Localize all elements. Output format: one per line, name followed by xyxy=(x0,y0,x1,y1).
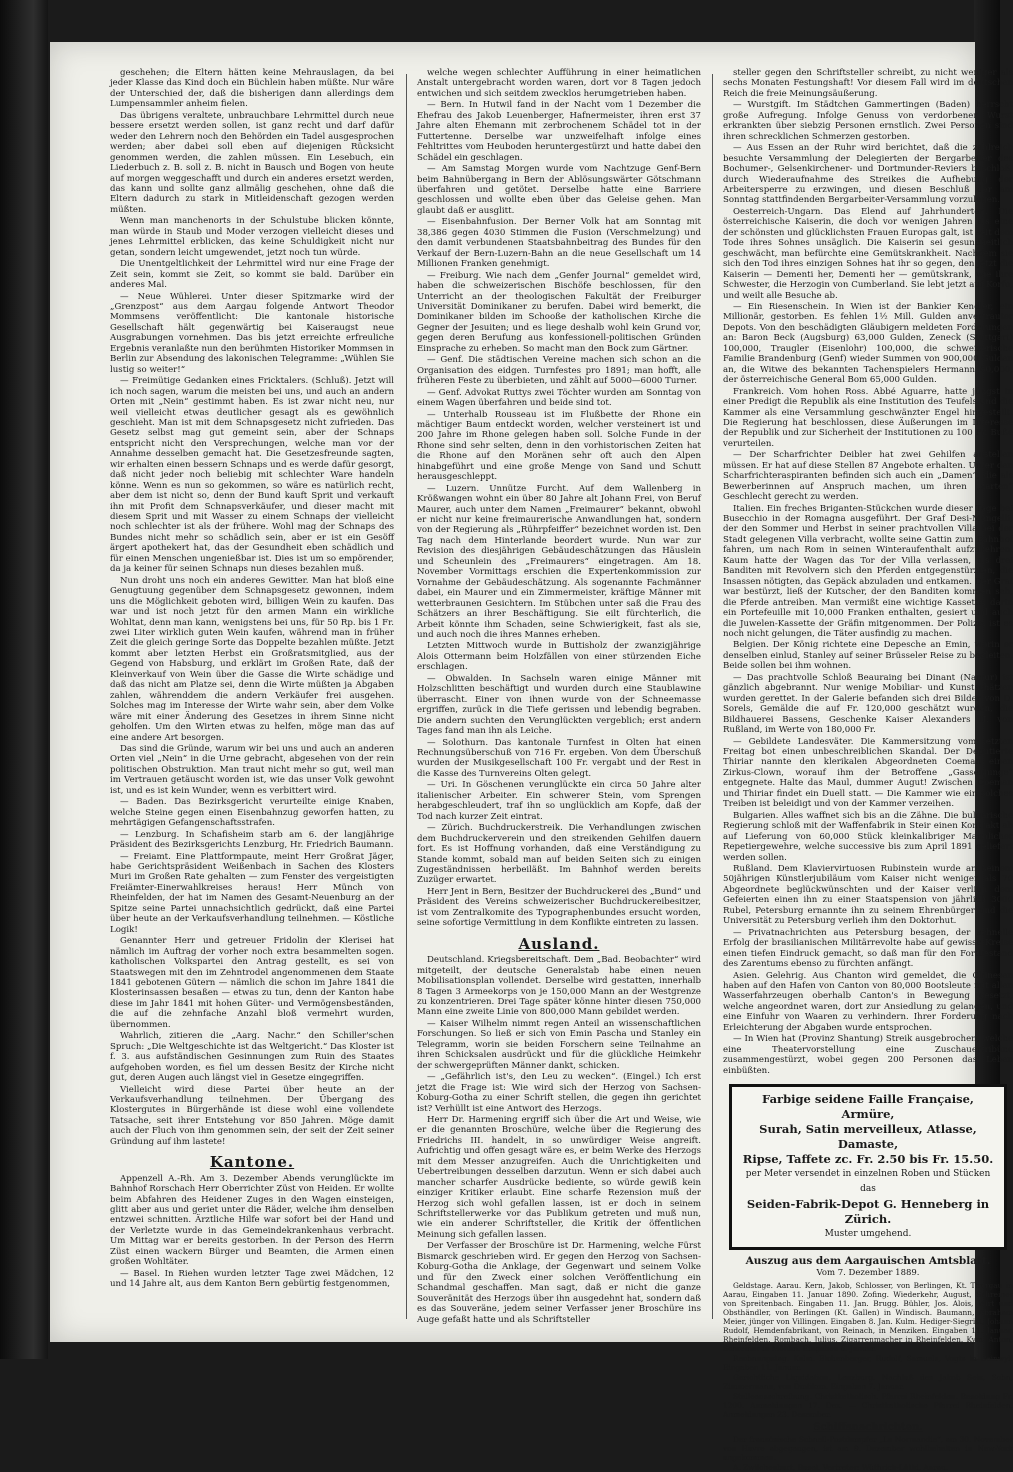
article-paragraph: Letzten Mittwoch wurde in Buttisholz der zwanzigjährige Alois Ottermann beim Holzfällen von einer stürzenden Eiche erschlagen. xyxy=(417,641,701,673)
article-paragraph: — Obwalden. In Sachseln waren einige Männer mit Holzschlitten beschäftigt und wurden durch eine Staublawine überrascht. Einer von ihnen wurde von der Schneemasse ergriffen, zurück in die Tiefe gerissen und lebendig begraben. Die andern suchten den Verunglückten vergeblich; erst andern Tages fand man ihn als Leiche. xyxy=(417,673,701,737)
article-paragraph: — Kaiser Wilhelm nimmt regen Anteil an wissenschaftlichen Forschungen. So ließ er sich von Emin Pascha und Stanley ein Telegramm, worin sie beiden Forschern seine Teilnahme an ihren Schicksalen ausdrückt und für die glückliche Heimkehr der schwergeprüften Männer dankt, schicken. xyxy=(417,1018,701,1071)
article-paragraph: — Solothurn. Das kantonale Turnfest in Olten hat einen Rechnungsüberschuß von 716 Fr. ergeben. Von dem Überschuß wurden der Musikgesellschaft 100 Fr. vergabt und der Rest in die Kasse des Turnvereins Olten gelegt. xyxy=(417,737,701,779)
article-paragraph: Italien. Ein freches Briganten-Stückchen wurde dieser Tage bei Busecchio in der Romagna ausgeführt. Der Graf Desi-Mangelli, der den Sommer und Herbst in seiner prachtvollen Villa bei der Stadt gelegenen Villa verbracht, wollte seine Gattin zum Bahnhof fahren, um nach Rom in seinen Winteraufenthalt aufzukehren. Kaum hatte der Wagen das Tor der Villa verlassen, als drei Banditen mit Revolvern sich den Pferden entgegenstürzten, die Insassen nötigten, das Gepäck abzuladen und entkamen. Der Graf war bestürzt, ließ der Kutscher, der den Banditen kommen sah, die Pferde antreiben. Man vermißt eine wichtige Kassette, darin ein Portefeuille mit 10,000 Franken enthalten, gesiert und auch die Juwelen-Kassette der Gräfin mitgenommen. Der Polizei ist es noch nicht gelungen, die Täter ausfindig zu machen. xyxy=(723,503,1013,640)
article-paragraph: Appenzell A.-Rh. Am 3. Dezember Abends verunglückte im Bahnhof Rorschach Herr Oberrichter Züst von Heiden. Er wollte beim Abfahren des Heidener Zuges in den Wagen einsteigen, glitt aber aus und geriet unter die Räder, welche ihm denselben entzwei schnitten. Ärztliche Hilfe war sofort bei der Hand und der Verletzte wurde in das Gemeindekrankenhaus verbracht. Um Mittag war er bereits gestorben. In der Person des Herrn Züst einen wackern Bürger und Beamten, die Armen einen großen Wohltäter. xyxy=(110,1173,394,1268)
article-paragraph: Wenn man manchenorts in der Schulstube blicken könnte, man würde in Staub und Moder verzogen vielleicht dieses und jenes Lehrmittel erblicken, das keine Schuldigkeit nicht nur getan, sondern leicht umgewendet, jetzt noch tun würde. xyxy=(110,216,394,258)
shipping-news-agent: A. Zwilchenbart, Basel. Vertreter: Wüthrich-Lüthi, Aarau. xyxy=(733,1463,949,1472)
article-paragraph: — Freimütige Gedanken eines Fricktalers. (Schluß). Jetzt will ich noch sagen, warum die meisten bei uns, und auch an andern Orten mit „Nein“ gestimmt haben. Es ist zwar nicht neu, nur weil vielleicht etwas deutlicher gesagt als es gewöhnlich geschieht. Man ist mit dem Schnapsgesetz nicht zufrieden. Das Gesetz selbst mag gut gemeint sein, aber der Schnaps entspricht nicht den Versprechungen, welche man vor der Annahme desselben gemacht hat. Die Gesetzesfreunde sagten, wir erhalten einen bessern Schnaps und es werde dafür gesorgt, daß nicht jeder noch beliebig mit schlechter Ware handeln könne. Wenn es nun so gekommen, so wäre es natürlich recht, aber dem ist nicht so, denn der Bund kauft Sprit und verkauft ihn mit Profit dem Schnapsverkäufer, und dieser macht mit diesem Sprit und mit Wasser zu einem Schnaps der vielleicht noch schlechter ist als der frühere. Wohl mag der Schnaps des Bundes nicht mehr so schädlich sein, aber er ist ein Gesöff ärgert apothekert hat, das der Gesundheit eben schädlich und für einen Menschen ungenießbar ist. Dies ist um so empörender, da ja keiner für seinen Schnaps nun dieses bezahlen muß. xyxy=(110,376,394,575)
ad-line: Muster umgehend. xyxy=(824,1229,912,1240)
scan-border-left xyxy=(0,0,48,1359)
section-heading: Ausland. xyxy=(518,934,600,953)
article-paragraph: — Neue Wühlerei. Unter dieser Spitzmarke wird der „Grenzpost“ aus dem Aargau folgende Antwort Theodor Mommsens veröffentlicht: Die kantonale historische Gesellschaft hält gegenwärtig bei Kaiseraugst neue Ausgrabungen vornehmen. Das bis jetzt erreichte erfreuliche Ergebnis veranlaßte nun den berühmten Historiker Mommsen in Berlin zur Absendung des lakonischen Telegramme: „Wühlen Sie lustig so weiter!“ xyxy=(110,291,394,375)
article-paragraph: Das sind die Gründe, warum wir bei uns und auch an anderen Orten viel „Nein“ in die Urne gebracht, abgesehen von der rein politischen Obstruktion. Man traut nicht mehr so gut, weil man im Vertrauen getäuscht worden ist, wie das unser Volk gewohnt ist, und es ist kein Wunder, wenn es verbittert wird. xyxy=(110,744,394,796)
article-paragraph: — Der Scharfrichter Deibler hat zwei Gehilfen anstellen müssen. Er hat auf diese Stellen 87 Angebote erhalten. Unter den Scharfrichteraspiranten befinden sich auch ein „Damen“, die als Bewerberinnen auf Anspruch machen, um ihren „zarten“ Geschlecht gerecht zu werden. xyxy=(723,450,1013,503)
article-paragraph: — In Wien hat (Provinz Shantung) Streik ausgebrochen, welche eine Theatervorstellung eine Zuschauertribüne zusammengestürzt, wobei gegen 200 Personen das Leben einbüßten. xyxy=(723,1034,1013,1076)
column-rule xyxy=(712,74,713,1319)
ad-line: Farbige seidene Faille Française, Armüre, xyxy=(762,1092,974,1122)
article-paragraph: Bulgarien. Alles waffnet sich bis an die Zähne. Die bulgarische Regierung schloß mit der Waffenfabrik in Steir einen Kontrakt ab auf Lieferung von 60,000 Stück kleinkalibriger Mannlicher Repetiergewehre, welche successive bis zum April 1891 geliefert werden sollen. xyxy=(723,810,1013,863)
ad-line: per Meter versendet in einzelnen Roben und Stücken das xyxy=(745,1169,991,1195)
article-paragraph: — Genf. Advokat Ruttys zwei Töchter wurden am Sonntag von einem Wagen überfahren und beide sind tot. xyxy=(417,387,701,409)
article-paragraph: Frankreich. Vom hohen Ross. Abbé Aguarre, hatte jüngst in einer Predigt die Republik als eine Institution des Teufels und die Kammer als eine Versammlung geschwänzter Engel hingestellt. Die Regierung hat beschlossen, diese Äußerungen im Interesse der Republik und zur Sicherheit der Institutionen zu 100 Fr. Buße verurteilen. xyxy=(723,386,1013,449)
article-paragraph: steller gegen den Schriftsteller schreibt, zu nicht weniger als sechs Monaten Festungshaft! Vor diesem Fall wird im deutschen Reich die freie Meinungsäußerung. xyxy=(723,68,1013,99)
article-paragraph: Der Verfasser der Broschüre ist Dr. Harmening, welche Fürst Bismarck geschrieben wird. Er gegen den Herzog von Sachsen-Koburg-Gotha die Anklage, der Gegenwart und seinem Volke und für den Zweck einer solchen Veröffentlichung ein Schandmal geschaffen. Man sagt, daß er nicht die ganze Souveränität des Herzogs über ihn ausgedehnt hat, sondern daß es das Souveräne, jedem seiner Verfasser jener Broschüre ins Auge gefaßt hatte und als Schriftsteller xyxy=(417,1241,701,1325)
column-right-articles xyxy=(723,68,1013,1076)
official-gazette-title: Auszug aus dem Aargauischen Amtsblatt. xyxy=(745,1255,991,1268)
article-paragraph: Die Unentgeltlichkeit der Lehrmittel wird nur eine Frage der Zeit sein, kommt sie Zeit, so kommt sie bald. Darüber ein anderes Mal. xyxy=(110,259,394,291)
article-paragraph: — Genf. Die städtischen Vereine machen sich schon an die Organisation des eidgen. Turnfestes pro 1891; man hofft, alle früheren Feste zu überbieten, und zählt auf 5000—6000 Turner. xyxy=(417,355,701,387)
article-paragraph: Nun droht uns noch ein anderes Gewitter. Man hat bloß eine Genugtuung gegenüber dem Schnapsgesetz gewonnen, indem uns die Möglichkeit geboten wird, billigen Wein zu kaufen. Das war und ist noch jetzt für den armen Mann ein wirkliche Wohltat, denn man kann, wenigstens bei uns, für 50 Rp. bis 1 Fr. zwei Liter wirklich guten Wein kaufen, während man in früher Zeit die gleich geringe Sorte das Doppelte bezahlen müßte. Jetzt kommt aber letzten Herbst ein Großratsmitglied, aus der Gegend von Habsburg, und erklärt im Großen Rate, daß der Kleinverkauf von Wein über die Gasse die Wirte schädige und daß das nicht am Platze sei, denn die Wirte müßten ja Abgaben zahlen, währenddem die andern Verkäufer frei ausgehen. Solches mag im Interesse der Wirte wahr sein, aber dem Volke wäre mit einer Änderung des Gesetzes in ihrem Sinne nicht geholfen. Um den Wirten etwas zu helfen, möge man das auf eine andere Art besorgen. xyxy=(110,575,394,743)
article-paragraph: — Ein Riesenschein. In Wien ist der Bankier Kendler, ein Millionär, gestorben. Es fehlen 1½ Mill. Gulden anvertrauter Depots. Von den beschädigten Gläubigern meldeten Forderungen an: Baron Beck (Augsburg) 63,000 Gulden, Zeneck (Stuttgart) 100,000, Traugler (Eisenlohr) 100,000, die schweizerische Familie Brandenburg (Genf) wieder Summen von 900,000 Gulden an, die Witwe des bekannten Tachenspielers Hermann 60,000, der österreichische General Bom 65,000 Gulden. xyxy=(723,301,1013,386)
article-paragraph: — Baden. Das Bezirksgericht verurteilte einige Knaben, welche Steine gegen einen Eisenbahnzug geworfen hatten, zu mehrtägigen Gefangenschaftsstrafen. xyxy=(110,797,394,829)
column-left xyxy=(110,68,394,1318)
article-paragraph: Oesterreich-Ungarn. Das Elend auf Jahrhunderten. Die österreichische Kaiserin, die doch vor wenigen Jahren als eine der schönsten und glücklichsten Frauen Europas galt, ist seit dem Tode ihres Sohnes unsäglich. Die Kaiserin sei gesundheitlich geschwächt, man befürchte eine Gemütskrankheit. Nachdem sie sich den Tod ihres einzigen Sohnes hat ihr so gegen, den jetzt die Kaiserin — Dementi her, Dementi her — gemütskrank, wie ihre Schwester, die Herzogin von Cumberland. Sie lebt jetzt auf Korfu, und weilt alle Besuche ab. xyxy=(723,206,1013,301)
article-paragraph: — Privatnachrichten aus Petersburg besagen, der schnelle Erfolg der brasilianischen Militärrevolte habe auf gewisse Kreise einen tiefen Eindruck gemacht, so daß man für den Fortbestand des Zarentums ebenso zu fürchten anfängt. xyxy=(723,927,1013,970)
newspaper-page xyxy=(50,42,1013,1472)
ad-line: Surah, Satin merveilleux, Atlasse, Damaste, xyxy=(759,1122,977,1152)
section-heading: Kantone. xyxy=(209,1153,295,1172)
article-paragraph: — Unterhalb Rousseau ist im Flußbette der Rhone ein mächtiger Baum entdeckt worden, welcher versteinert ist und 200 Jahre im Rhone gelegen haben soll. Solche Funde in der Rhone sind sehr selten, denn in den vorhistorischen Zeiten hat die Rhone auf den Moränen sehr oft auch den Alpen hinabgeführt und eine große Menge von Sand und Schutt herausgeschleppt. xyxy=(417,409,701,483)
article-paragraph: Genannter Herr und getreuer Fridolin der Klerisei hat nämlich im Auftrag der vorher noch extra besammelten sogen. katholischen Volkspartei den Antrag gestellt, es sei von Staatswegen mit den im Zehntrodel angenommenen dem Staate 1841 gebotenen Gütern — nämlich die schon im Jahre 1841 die Klosterinsassen besaßen — etwas zu tun, denn der Kanton habe diese im Jahr 1841 mit hohen Güter- und Vermögensbeständen, die auf die zehnfache Anzahl bloß vermehrt wurden, übernommen. xyxy=(110,936,394,1030)
shipping-news-text: Der französische Schnell-Postdampfer „La Normandie“, am 30. November von Havre abgegangen, ist am 9. Dezember wohlbehalten in New-York angekommen. xyxy=(723,1435,1013,1463)
column-right xyxy=(723,68,1013,1472)
official-gazette-entries xyxy=(723,1281,1013,1419)
article-paragraph: welche wegen schlechter Aufführung in einer heimatlichen Anstalt untergebracht worden waren, dort vor 8 Tagen jedoch entwichen und sich seitdem zwecklos herumgetrieben haben. xyxy=(417,68,701,99)
article-paragraph: Vielleicht wird diese Partei über heute an der Verkaufsverhandlung teilnehmen. Der Übergang des Klostergutes in Bürgerhände ist diese wohl eine vollendete Tatsache, seit ihrer Entstehung vor 850 Jahren. Möge damit auch der Fluch von ihm genommen sein, der seit der Zeit seiner Gründung auf ihm lastete! xyxy=(110,1084,394,1147)
article-paragraph: — Bern. In Hutwil fand in der Nacht vom 1 Dezember die Ehefrau des Jakob Leuenberger, Hafnermeister, ihren erst 37 Jahre alten Ehemann mit zerbrochenem Schädel tot in der Futtertenne. Derselbe war unzweifelhaft infolge eines Fehltrittes vom Heuboden heruntergestürzt und hatte dabei den Schädel ein geschlagen. xyxy=(417,100,701,163)
shipping-news-title: Schiffsnachrichten. xyxy=(813,1421,923,1433)
official-entry: Stelleausschreibung. Christkatholisch. Pfarrei Rheinfelden. Besoldung Fr. 1200. Anmeldungen 17. Dez. — Christkatholische Pfarrei Rheinfelden. Anmeldungen 23. Dezember. xyxy=(723,1391,1013,1419)
ad-line: Ripse, Taffete zc. Fr. 2.50 bis Fr. 15.50. xyxy=(742,1152,994,1167)
article-paragraph: Herr Jent in Bern, Besitzer der Buchdruckerei des „Bund“ und Präsident des Vereins schweizerischer Buchdruckereibesitzer, ist vom Zentralkomite des Typographenbundes ersucht worden, seine sofortige Vermittlung in dem Konflikte eintreten zu lassen. xyxy=(417,886,701,929)
column-rule xyxy=(406,74,407,1319)
article-paragraph: — Lenzburg. In Schafisheim starb am 6. der langjährige Präsident des Bezirksgerichts Lenzburg, Hr. Friedrich Baumann. xyxy=(110,829,394,851)
article-paragraph: — Gebildete Landesväter. Die Kammersitzung vom letzten Freitag bot einen unbeschreiblichen Skandal. Der Deputierte Thiriar nannte den klerikalen Abgeordneten Coeman einen Zirkus-Clown, worauf ihm der Betroffene „Gassenjunge“ entgegnete. Halte das Maul, dummer Augut! Zwischen Coeman und Thiriar findet ein Duell statt. — Die Kammer wie ein solches Treiben ist beleidigt und von der Kammer verzeihen. xyxy=(723,736,1013,810)
official-gazette-date: Vom 7. Dezember 1889. xyxy=(816,1267,920,1278)
article-paragraph: Wahrlich, zitieren die „Aarg. Nachr.“ den Schiller'schen Spruch: „Die Weltgeschichte ist das Weltgericht.“ Das Kloster ist f. 3. aus aufständischen Gesinnungen zum Ruin des Staates aufgehoben worden, es fiel um dessen Besitz der Kirche nicht gut, deren Augen auch längst viel in Gesetze eingegriffen. xyxy=(110,1031,394,1084)
article-paragraph: — Eisenbahnfusion. Der Berner Volk hat am Sonntag mit 38,386 gegen 4030 Stimmen die Fusion (Verschmelzung) und den damit verbundenen Staatsbahnbeitrag des Bundes für den Verkauf der Bern-Luzern-Bahn an die neue Gesellschaft um 14 Millionen Franken genehmigt. xyxy=(417,217,701,270)
article-paragraph: Belgien. Der König richtete eine Depesche an Emin, worin er denselben einlud, Stanley auf seiner Brüsseler Reise zu begleiten. Beide sollen bei ihm wohnen. xyxy=(723,640,1013,672)
article-paragraph: — „Gefährlich ist's, den Leu zu wecken“. (Eingel.) Ich erst jetzt die Frage ist: Wie wird sich der Herzog von Sachsen-Koburg-Gotha zu einer Schrift stellen, die gegen ihn gerichtet ist? Verhüllt ist eine Antwort des Herzogs. xyxy=(417,1072,701,1114)
article-paragraph: — Freiburg. Wie nach dem „Genfer Journal“ gemeldet wird, haben die schweizerischen Bischöfe beschlossen, für den Unterricht an der theologischen Fakultät der Freiburger Universität Dominikaner zu berufen. Dabei wird bemerkt, die Dominikaner bilden im Schooße der katholischen Kirche die Gegner der Jesuiten; und es liege deshalb wohl kein Grund vor, gegen deren Berufung aus konfessionell-politischen Gründen Einsprache zu erheben. So macht man den Bock zum Gärtner. xyxy=(417,270,701,354)
article-paragraph: — Das prachtvolle Schloß Beauraing bei Dinant (Namur) ist gänzlich abgebrannt. Nur wenige Mobiliar- und Kunstschätzen wurden gerettet. In der Galerie befanden sich drei Bilder von D. Sorels, Gemälde die auf Fr. 120,000 geschätzt wurden, die Bildhauerei Bassens, Geschenke Kaiser Alexanders II. von Rußland, im Werte von 180,000 Fr. xyxy=(723,672,1013,736)
silk-advertisement xyxy=(729,1084,1007,1250)
article-paragraph: — Uri. In Göschenen verunglückte ein circa 50 Jahre alter italienischer Arbeiter. Ein schwerer Stein, vom Sprengen herabgeschleudert, traf ihn so unglücklich am Kopfe, daß der Tod nach kurzer Zeit eintrat. xyxy=(417,780,701,822)
ad-line: Seiden-Fabrik-Depot G. Henneberg in Zürich. xyxy=(746,1197,990,1227)
article-paragraph: Rußland. Dem Klaviervirtuosen Rubinstein wurde an seinem 50jährigen Künstlerjubiläum vom Kaiser nicht weniger als 70 Abgeordnete beglückwünschten und der Kaiser verlieh dem Gefeierten einen ihn zu einer Staatspension von jährlich 3000 Rubel, Petersburg ernannte ihn zu seinem Ehrenbürger und die Universität zu Petersburg verlieh ihm den Doktorhut. xyxy=(723,863,1013,927)
column-middle xyxy=(417,68,701,1325)
article-paragraph: Das übrigens veraltete, unbrauchbare Lehrmittel durch neue bessere ersetzt werden sollen, ist ganz recht und darf dafür weder den Lehrern noch den Behörden ein Tadel ausgesprochen werden; aber dabei soll eben auf diejenigen Rücksicht genommen werden, die zahlen müssen. Ein Lesebuch, ein Liederbuch z. B. soll z. B. nicht in Bausch und Bogen von heute auf morgen weggeschafft und durch ein anderes ersetzt werden, das kann und sollte ganz allmälig geschehen, ohne daß die Eltern dadurch zu stark in Mitleidenschaft gezogen werden müßten. xyxy=(110,110,394,215)
article-paragraph: Asien. Gelehrig. Aus Chanton wird gemeldet, die Chinesen haben auf den Hafen von Canton von 80,000 Bootsleute mit allen Wasserfahrzeugen oberhalb Canton's in Bewegung gesetzt, welche angeordnet waren, dort zur Ansiedlung zu gelangen, und eine Einfuhr von Waaren zu verhindern. Ihrer Forderung nach Erleichterung der Abgaben wurde entsprochen. xyxy=(723,970,1013,1033)
official-entry: Gerichtliche Liquidation. Lenzburg. Nachlaß des Jakob Seiz, Sohn, Zimmermann, von Dintikon. Eingaben 7. Januar. xyxy=(723,1372,1013,1391)
article-paragraph: Deutschland. Kriegsbereitschaft. Dem „Bad. Beobachter“ wird mitgeteilt, der deutsche Generalstab habe einen neuen Mobilisationsplan vollendet. Derselbe wird gestatten, innerhalb 8 Tagen 3 Armeekorps von je 150,000 Mann an der Westgrenze zu konzentrieren. Drei Tage später könne hinter diesen 750,000 Mann eine zweite Linie von 800,000 Mann gebildet werden. xyxy=(417,955,701,1018)
article-paragraph: — Luzern. Unnütze Furcht. Auf dem Wallenberg in Krößwangen wohnt ein über 80 Jahre alt Johann Frei, von Beruf Maurer, auch unter dem Namen „Freimaurer“ bekannt, obwohl er nicht nur keine freimaurerische Anwandlungen hat, sondern von der Regierung als „Rührpfeiffer“ bezeichnet worden ist. Den Tag nach dem Hinterlande beordert wurde. Nun war zur Revision des diesjährigen Gebäudeschätzungen das Häuslein und Scheunlein des „Freimaurers“ eingetragen. Am 18. November Vormittags erschien die Expertenkommission zur Vornahme der Gebäudeschätzung. Als sogenannte Fachmänner dabei, ein Maurer und ein Zimmermeister, kräftige Männer mit wetterbraunen Gesichtern. Im Stübchen unter saß die Frau des Schätzers an ihrer Beschäftigung. Sie eilt fürchterlich, die Arbeit könnte ihm Schaden, seine Schwierigkeit, fast als sie, und auch noch die ihres Mannes erheben. xyxy=(417,483,701,641)
article-paragraph: — Basel. In Riehen wurden letzter Tage zwei Mädchen, 12 und 14 Jahre alt, aus dem Kanton Bern gebürtig festgenommen, xyxy=(110,1268,394,1290)
article-paragraph: Herr Dr. Harmening ergriff sich über die Art und Weise, wie er die genannten Broschüre, welche über die Regierung des Friedrichs III. handelt, in so unwürdiger Weise angreift. Aufrichtig und offen gesagt wäre es, er beim Werke des Herzogs mit dem Messer anzugreifen. Auch die Unrichtigkeiten und Uebertreibungen desselben darzutun. Wenn er sich dabei auch mancher scharfer Ausdrücke bediente, so würde gewiß kein einziger Kritiker erlaubt. Eine scharfe Rezension muß der Herzog sich wohl gefallen lassen, ist er doch in seinem Schriftstellerwerke vor das Publikum getreten und muß nun, wie ein anderer Schriftsteller, die Kritik der öffentlichen Meinung sich gefallen lassen. xyxy=(417,1114,701,1240)
article-paragraph: — Aus Essen an der Ruhr wird berichtet, daß die zahlreich besuchte Versammlung der Delegierten der Bergarbeiter des Bochumer-, Gelsenkirchener- und Dortmunder-Reviers beschloß, durch Wiederaufnahme des Streikes die Aufhebung der Arbeitersperre zu erzwingen, und diesen Beschluß der am Sonntag stattfindenden Bergarbeiter-Versammlung vorzulegen. xyxy=(723,143,1013,206)
article-paragraph: — Wurstgift. Im Städtchen Gammertingen (Baden) herrscht große Aufregung. Infolge Genuss von verdorbener Wurst erkrankten über siebzig Personen ernstlich. Zwei Personen sind ihren schrecklichen Schmerzen gestorben. xyxy=(723,100,1013,142)
article-paragraph: — Zürich. Buchdruckerstreik. Die Verhandlungen zwischen dem Buchdruckerverein und den streikenden Gehilfen dauern fort. Es ist Hoffnung vorhanden, daß eine Verständigung zu Stande kommt, sobald man auf beiden Seiten sich zu einigen Zugeständnissen herbeiläßt. Im Bahnhof werden bereits Zuzüger erwartet. xyxy=(417,823,701,886)
official-entry: Rechnungstag. Kulm. Eichenberger, Rudolf, Samuels, Vogts in Beinwyl. Eingaben 11. Januar. xyxy=(723,1353,1013,1372)
article-paragraph: — Am Samstag Morgen wurde vom Nachtzuge Genf-Bern beim Bahnübergang in Bern der Ablösungswärter Götschmann überfahren und getötet. Derselbe hatte eine Barriere geschlossen und wollte eben über das Geleise gehen. Man glaubt daß er ausglitt. xyxy=(417,164,701,216)
article-paragraph: geschehen; die Eltern hätten keine Mehrauslagen, da bei jeder Klasse das Kind doch ein Büchlein haben müßte. Nur wäre der Unterschied der, daß die bisherigen dann allerdings dem Lumpensammler anheim fielen. xyxy=(110,68,394,110)
official-entry: Geldstage. Aarau. Kern, Jakob, Schlosser, von Berlingen, Kt. Thurgau in Aarau, Eingaben 11. Januar 1890. Zofing. Wiederkehr, August, Schreiner von Spreitenbach. Eingaben 11. Jan. Brugg. Bühler, Jos. Alois, Wirt und Obsthändler, von Berlingen (Kt. Gallen) in Windisch. Baumann, Abraham Meier, jünger von Villingen. Eingaben 8. Jan. Kulm. Hediger-Siegrist, Johann Rudolf, Hemdenfabrikant, von Reinach, in Menziken. Eingaben 11. Januar. Rheinfelden. Rombach, Julius, Zigarrenmacher in Rheinfelden. Kym, Anton, Schreiner in Möhlin. Eingaben 6. Januar. xyxy=(723,1280,1013,1353)
article-paragraph: — Freiamt. Eine Plattformpaute, meint Herr Großrat Jäger, habe Gerichtspräsident Weißenbach in Sachen des Klosters Muri im Großen Rate gehalten — zum Fenster des vergeistigten Freiämter-Einerwahlkreises heraus! Herr Münch von Rheinfelden, der hat im Namen des Gesamt-Neuenburg an der Spitze seine Partei unnachsichtlich gedrückt, daß eine Partei über heute an der Verkaufsverhandlung teilnehmen. — Köstliche Logik! xyxy=(110,851,394,935)
